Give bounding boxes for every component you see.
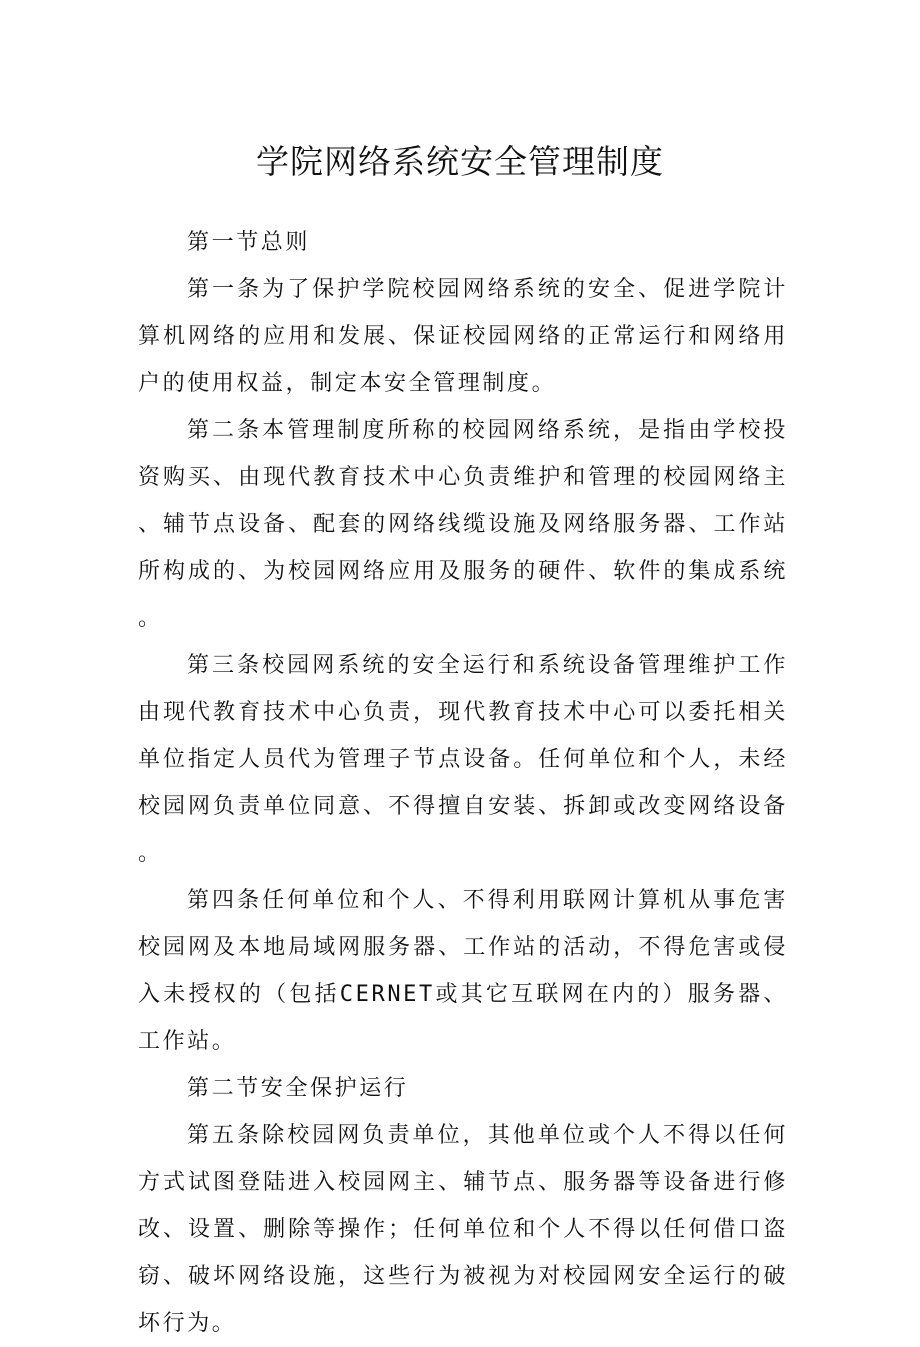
article-5-paragraph: 第五条除校园网负责单位，其他单位或个人不得以任何方式试图登陆进入校园网主、辅节点、服务器等设备进行修改、设置、删除等操作；任何单位和个人不得以任何借口盗窃、破坏网络设施，这些行为被视为对校园网安全运行的破坏行为。 [138,1123,788,1336]
article-3-paragraph: 第三条校园网系统的安全运行和系统设备管理维护工作由现代教育技术中心负责，现代教育技术中心可以委托相关单位指定人员代为管理子节点设备。任何单位和个人，未经校园网负责单位同意、不得擅自安装、拆卸或改变网络设备。 [138,653,788,866]
article-2-paragraph: 第二条本管理制度所称的校园网络系统，是指由学校投资购买、由现代教育技术中心负责维护和管理的校园网络主、辅节点设备、配套的网络线缆设施及网络服务器、工作站所构成的、为校园网络应用及服务的硬件、软件的集成系统。 [138,418,788,631]
section-heading-security: 第二节安全保护运行 [187,1076,409,1101]
document-title: 学院网络系统安全管理制度 [256,142,664,181]
section-heading-general: 第一节总则 [187,230,311,255]
document-body [138,219,788,1347]
article-4-paragraph: 第四条任何单位和个人、不得利用联网计算机从事危害校园网及本地局域网服务器、工作站的活动，不得危害或侵入未授权的（包括CERNET或其它互联网在内的）服务器、工作站。 [138,888,788,1054]
article-1-paragraph: 第一条为了保护学院校园网络系统的安全、促进学院计算机网络的应用和发展、保证校园网络的正常运行和网络用户的使用权益，制定本安全管理制度。 [138,277,788,396]
